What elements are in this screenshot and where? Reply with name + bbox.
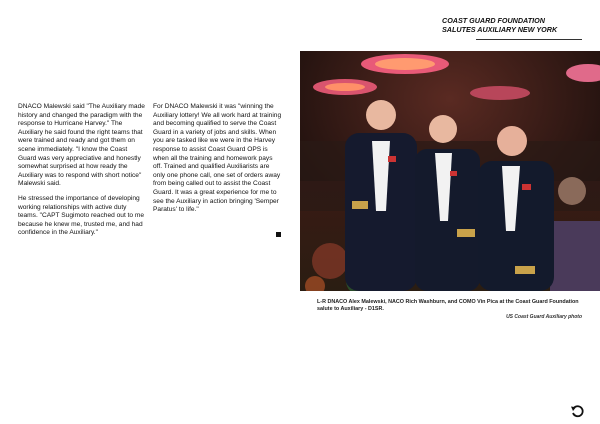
header-divider bbox=[476, 39, 582, 40]
article-paragraph: DNACO Malewski said "The Auxiliary made history and changed the paradigm with the response to Hurricane Harvey." The Auxiliary he said found the right teams that were trained and ready and got them on scene immediately. "I know the Coast Guard was very appreciative and honestly somewhat surprised at how ready the Auxiliary was to respond with short notice" Malewski said. bbox=[18, 103, 145, 188]
end-of-article-mark bbox=[276, 232, 281, 237]
section-header bbox=[442, 16, 582, 34]
header-line-1: COAST GUARD FOUNDATION bbox=[442, 16, 545, 25]
article-column-2 bbox=[153, 103, 283, 221]
article-paragraph: He stressed the importance of developing working relationships with active duty teams. "CAPT Sugimoto reached out to me because he knew me, trusted me, and had confidence in the Auxiliary." bbox=[18, 194, 145, 237]
article-column-1 bbox=[18, 103, 146, 244]
event-photo bbox=[300, 51, 600, 291]
article-paragraph: For DNACO Malewski it was "winning the Auxiliary lottery! We all work hard at training and becoming qualified to serve the Coast Guard in a variety of jobs and skills. When you are tasked like we were in the Harvey response to assist Coast Guard OPS is when all the training and homework pays off. Trained and qualified Auxiliarists are only one phone call, one set of orders away from being called out to assist the Coast Guard. It was a great experience for me to see the Auxiliary in action bringing 'Semper Paratus' to life." bbox=[153, 103, 282, 214]
header-line-2: SALUTES AUXILIARY NEW YORK bbox=[442, 25, 558, 34]
photo-caption: L-R DNACO Alex Malewski, NACO Rich Washburn, and COMO Vin Pica at the Coast Guard Foundation salute to Auxiliary - D1SR. bbox=[317, 299, 579, 312]
return-arrow-icon[interactable] bbox=[570, 404, 584, 418]
photo-credit: US Coast Guard Auxiliary photo bbox=[506, 314, 582, 320]
